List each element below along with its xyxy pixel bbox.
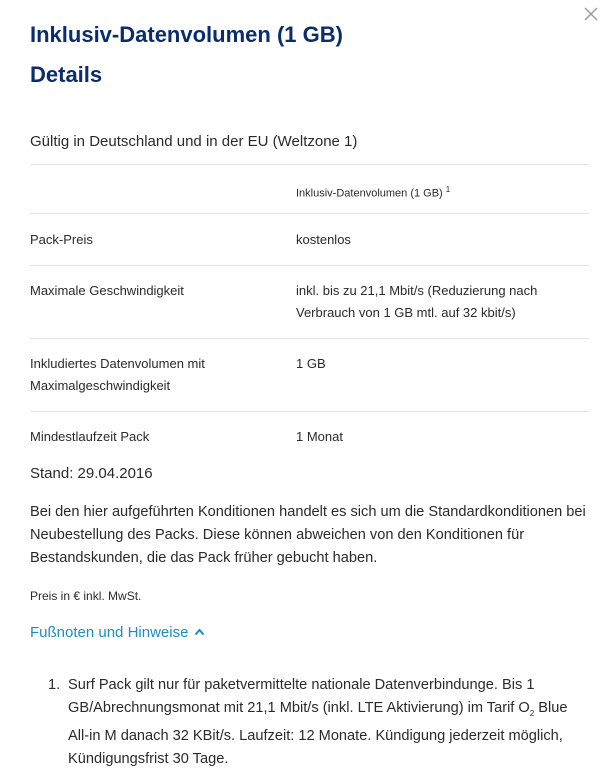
table-row-value: 1 Monat (296, 429, 343, 444)
divider (30, 265, 589, 266)
divider (30, 338, 589, 339)
footnote-ref[interactable]: 1 (445, 185, 451, 194)
footnotes-toggle[interactable] (30, 622, 205, 644)
table-row-label: Pack-Preis (30, 232, 93, 247)
table-row-label: Mindestlaufzeit Pack (30, 429, 150, 444)
divider (30, 411, 589, 412)
footnote-text (68, 674, 588, 771)
table-row-value: kostenlos (296, 232, 351, 247)
divider (30, 164, 589, 165)
footnotes-toggle-label[interactable]: Fußnoten und Hinweise (30, 624, 189, 641)
close-icon[interactable] (583, 6, 599, 22)
table-header-label: Inklusiv-Datenvolumen (1 GB) (296, 187, 443, 200)
validity-text: Gültig in Deutschland und in der EU (Weltzone 1) (30, 133, 358, 150)
divider (30, 213, 589, 214)
footnote-subscript: 2 (529, 708, 535, 718)
close-button[interactable] (583, 6, 599, 22)
table-row-value: inkl. bis zu 21,1 Mbit/s (Reduzierung nach Verbrauch von 1 GB mtl. auf 32 kbit/s) (296, 283, 538, 320)
chevron-up-icon[interactable] (194, 621, 205, 643)
footnote-number: 1. (48, 677, 61, 693)
table-row-value: 1 GB (296, 356, 326, 371)
table-row-label: Maximale Geschwindigkeit (30, 283, 184, 298)
footnote-text-part: Blue All-in M danach 32 KBit/s. Laufzeit: 12 Monate. Kündigung jederzeit möglich, Kündigungsfrist 30 Tage. (68, 700, 568, 767)
footnote-text-part: Surf Pack gilt nur für paketvermittelte nationale Datenverbindunge. Bis 1 GB/Abrechnungsmonat mit 21,1 Mbit/s (inkl. LTE Aktivierung) im Tarif O (68, 677, 535, 716)
footnote-item (48, 674, 588, 771)
price-note: Preis in € inkl. MwSt. (30, 589, 142, 603)
table-row-label: Inkludiertes Datenvolumen mit Maximalgeschwindigkeit (30, 356, 205, 393)
dialog-title: Inklusiv-Datenvolumen (1 GB) (30, 22, 343, 47)
table-header-value (296, 179, 586, 205)
conditions-text: Bei den hier aufgeführten Konditionen handelt es sich um die Standardkonditionen bei Neubestellung des Packs. Diese können abweichen von den Konditionen für Bestandskunden, die das Pack früher gebucht haben. (30, 504, 586, 566)
stand-date: Stand: 29.04.2016 (30, 465, 153, 482)
dialog-subtitle: Details (30, 62, 103, 87)
